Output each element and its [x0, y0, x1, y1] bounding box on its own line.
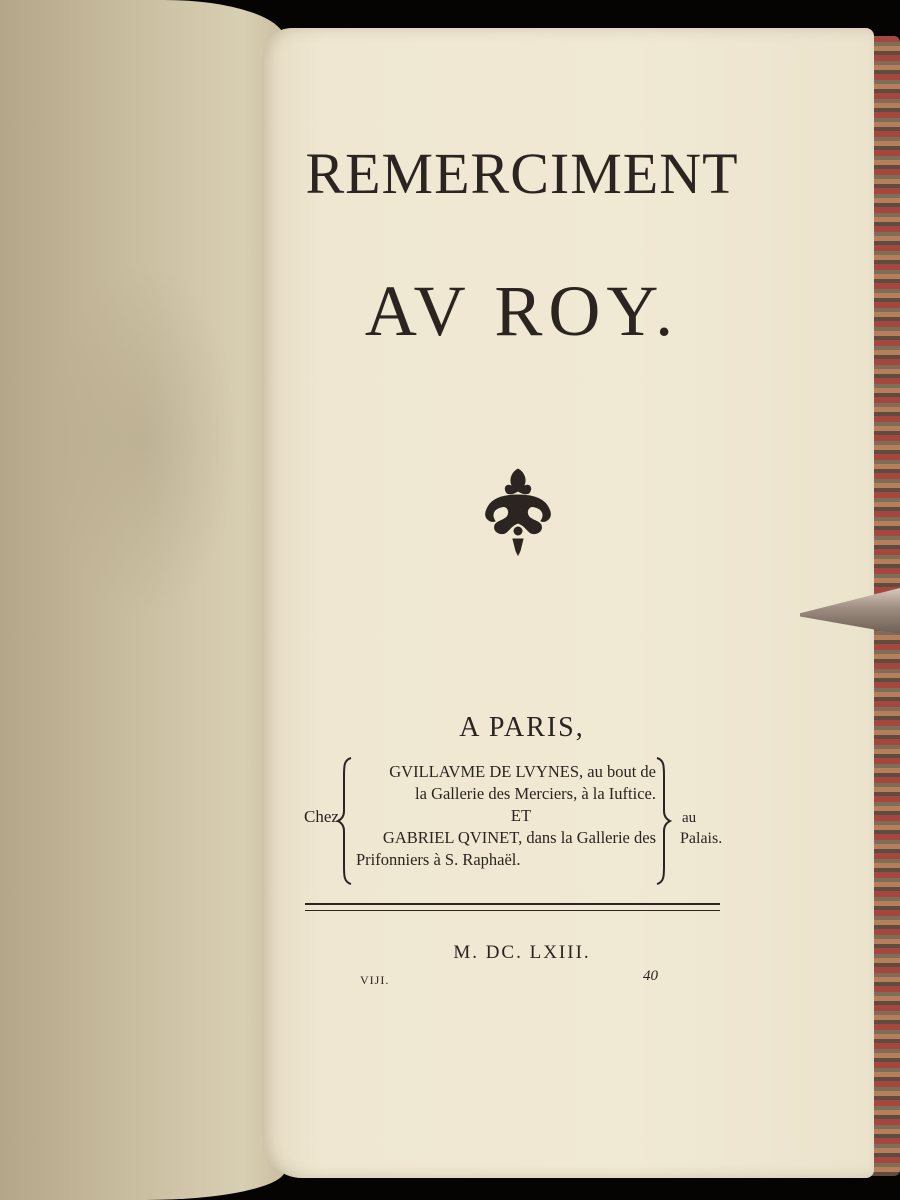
imprint-city: A PARIS,: [459, 712, 585, 743]
imprint-au: au: [682, 810, 697, 826]
imprint-block: [356, 761, 656, 871]
page-number: 40: [643, 968, 658, 984]
left-page: [0, 0, 285, 1200]
imprint-rule-thin: [305, 910, 720, 911]
signature-mark: VIJI.: [360, 973, 390, 987]
imprint-line-3: GABRIEL QVINET, dans la Gallerie des: [382, 828, 656, 847]
left-brace-icon: [336, 756, 354, 886]
fleuron-ornament-icon: [473, 465, 563, 560]
show-through-ornament: [50, 260, 240, 620]
title-line-1: REMERCIMENT: [305, 141, 739, 206]
right-brace-icon: [654, 756, 672, 886]
imprint-et: ET: [510, 806, 532, 825]
imprint-rule: [305, 903, 720, 905]
imprint-palais: Palais.: [680, 830, 723, 847]
imprint-chez: Chez: [304, 807, 339, 826]
imprint-line-2: la Gallerie des Merciers, à la Iuftice.: [415, 784, 656, 803]
publication-date: M. DC. LXIII.: [453, 942, 591, 963]
imprint-line-4: Prifonniers à S. Raphaël.: [356, 850, 521, 869]
imprint-line-1: GVILLAVME DE LVYNES, au bout de: [389, 762, 656, 781]
title-line-2: AV ROY.: [364, 271, 680, 351]
